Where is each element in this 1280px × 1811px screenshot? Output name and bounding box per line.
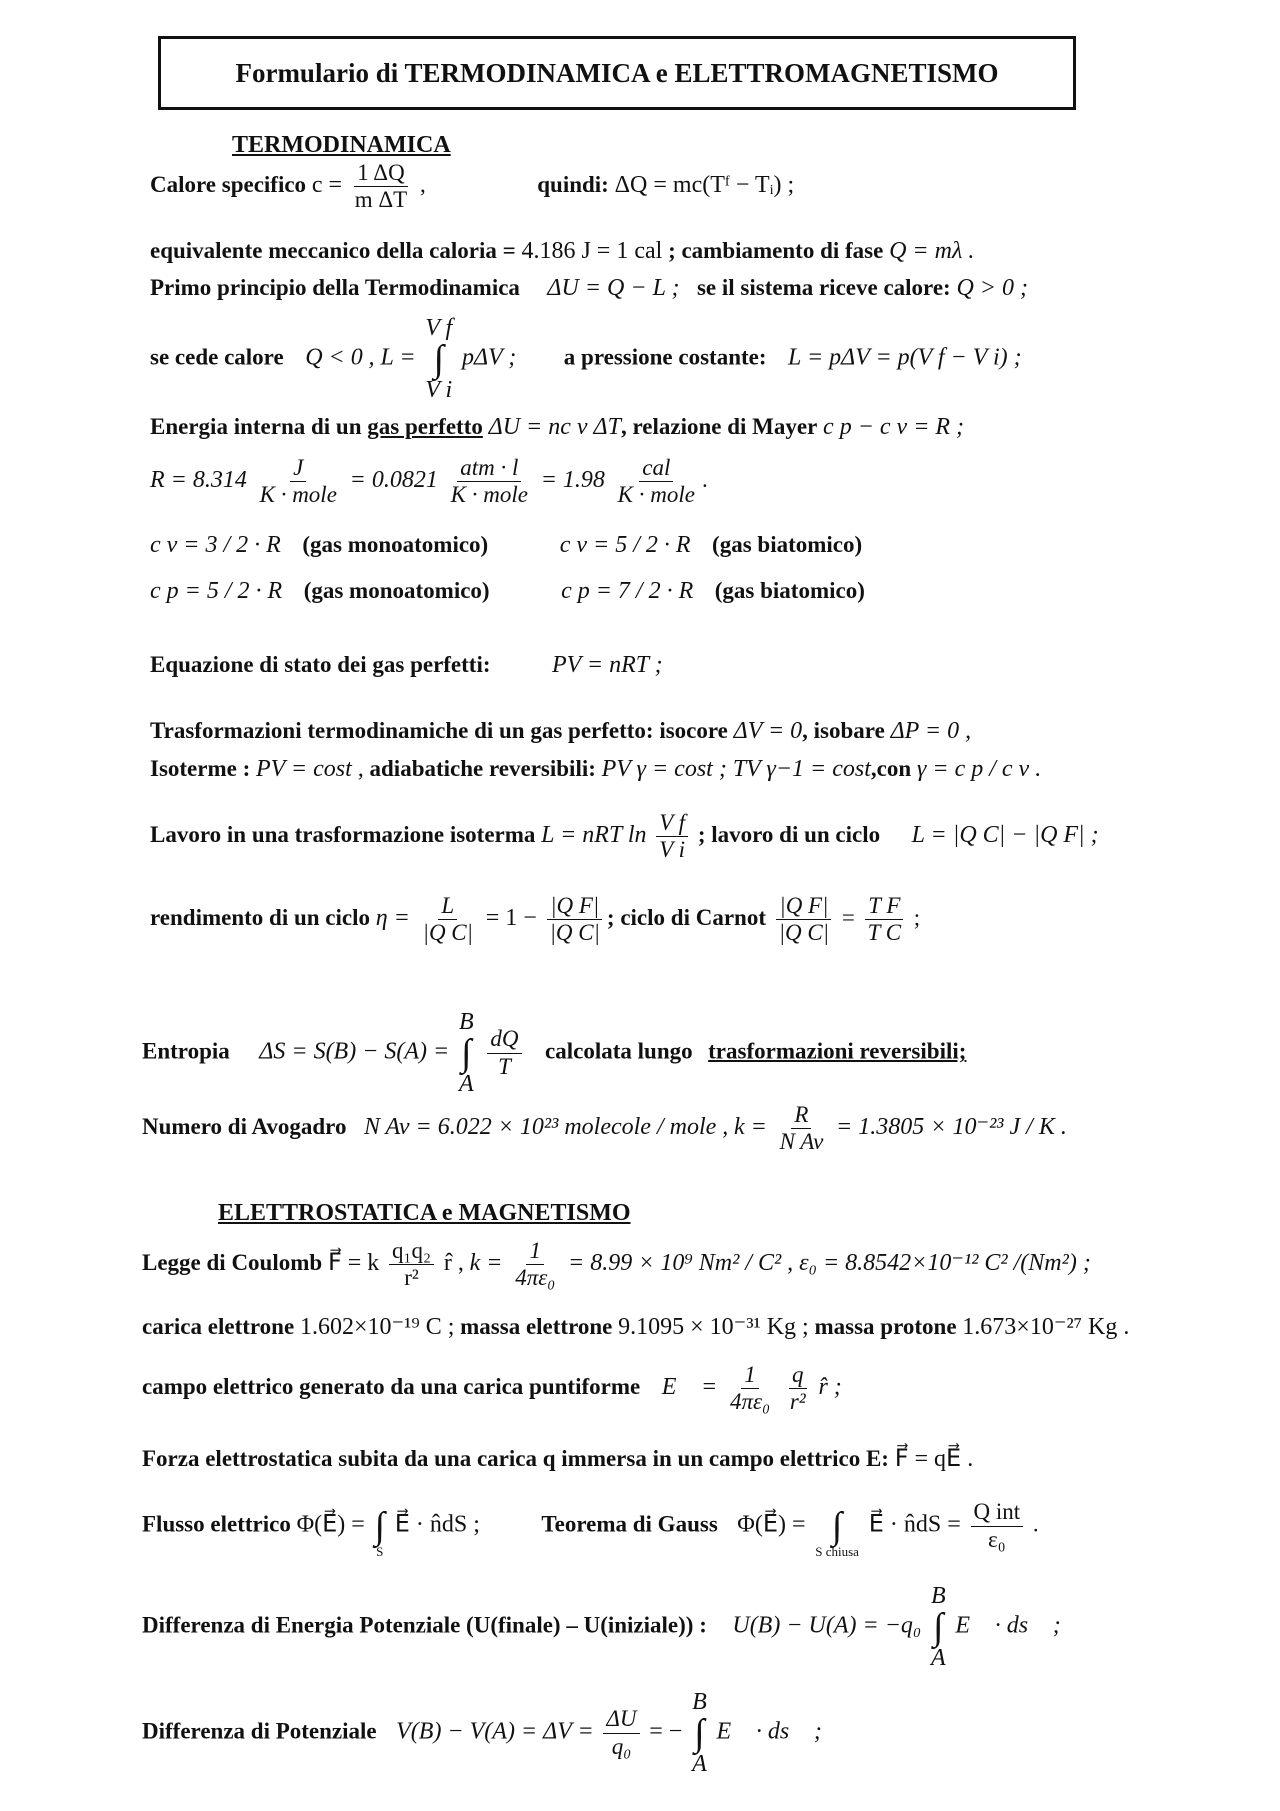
- integral-sign: B ∫ A: [692, 1689, 707, 1777]
- formula-internal-energy: Energia interna di un gas perfetto ΔU = nc v ΔT, relazione di Mayer c p − c v = R ;: [150, 414, 965, 440]
- formula-coulomb: Legge di Coulomb F⃗ = k $\frac{\text{q₁q₂}}{\text{r²}}$ r̂ , k = $\frac{1}{\text{4πε₀}}$ = 8.99 × 10⁹ Nm² / C² , ε₀ = 8.8542×10⁻¹² C² /(Nm²) ;: [142, 1238, 1091, 1291]
- integral-sign: V f ∫ V i: [425, 315, 453, 403]
- formula-avogadro: Numero di Avogadro N Av = 6.022 × 10²³ molecole / mole , k = $\frac{R}{\text{N Av}}$ = 1.3805 × 10⁻²³ J / K .: [142, 1102, 1067, 1155]
- fraction-entropy: $\frac{dQ}{T}$: [487, 1026, 521, 1080]
- document-title: [158, 36, 1076, 110]
- integral-sign: B ∫ A: [459, 1009, 474, 1097]
- formula-specific-heat: Calore specifico c = $\frac{1 \Delta Q}{\text{m ΔT}}$ , quindi: ΔQ = mc(Tᶠ − Tᵢ) ;: [150, 160, 795, 213]
- formula-electrostatic-force: Forza elettrostatica subita da una carica q immersa in un campo elettrico E: F⃗ = qE⃗ .: [142, 1446, 974, 1472]
- integral-sign: ∫ S chiusa: [815, 1505, 859, 1559]
- formula-state-equation: Equazione di stato dei gas perfetti: PV = nRT ;: [150, 652, 663, 678]
- section-heading-electromagnetism: ELETTROSTATICA e MAGNETISMO: [218, 1200, 631, 1226]
- fraction-efficiency-2: $\frac{\text{|Q F|}}{\text{|Q C|}}$: [547, 893, 603, 947]
- formula-work-integral: se cede calore Q < 0 , L = V f ∫ V i pΔV ; a pressione costante: L = pΔV = p(V f − V i) ;: [150, 315, 1022, 403]
- title-text: Formulario di TERMODINAMICA e ELETTROMAGNETISMO: [235, 57, 999, 88]
- formula-first-law: Primo principio della Termodinamica ΔU = Q − L ; se il sistema riceve calore: Q > 0 ;: [150, 275, 1028, 301]
- formula-gas-constant: R = 8.314 $\frac{J}{\text{K · mole}}$ = 0.0821 $\frac{\text{atm · l}}{\text{K · mole}}$ = 1.98 $\frac{\text{cal}}{\text{K · mole}}$ .: [150, 455, 708, 508]
- formula-transformations: Trasformazioni termodinamiche di un gas perfetto: isocore ΔV = 0, isobare ΔP = 0 ,: [150, 718, 972, 744]
- fraction-carnot-heat: $\frac{\text{|Q F|}}{\text{|Q C|}}$: [776, 893, 832, 947]
- fraction-boltzmann: $\frac{R}{\text{N Av}}$: [779, 1102, 824, 1155]
- fraction-carnot-temp: $\frac{\text{T F}}{\text{T C}}$: [865, 893, 904, 947]
- section-heading-thermodynamics: TERMODINAMICA: [232, 132, 451, 158]
- formula-particle-constants: carica elettrone 1.602×10⁻¹⁹ C ; massa elettrone 9.1095 × 10⁻³¹ Kg ; massa protone 1.673×10⁻²⁷ Kg .: [142, 1314, 1130, 1340]
- formula-cp: c p = 5 / 2 · R (gas monoatomico) c p = 7 / 2 · R (gas biatomico): [150, 578, 865, 604]
- fraction-r-atm: $\frac{\text{atm · l}}{\text{K · mole}}$: [450, 455, 528, 508]
- fraction-efficiency-1: $\frac{L}{\text{|Q C|}}$: [422, 893, 473, 946]
- fraction-coulomb: $\frac{\text{q₁q₂}}{\text{r²}}$: [389, 1238, 434, 1292]
- fraction-volume-ratio: $\frac{\text{V f}}{\text{V i}}$: [656, 810, 688, 864]
- formula-flux-gauss: Flusso elettrico Φ(E⃗) = ∫ S E⃗ · n̂dS ; Teorema di Gauss Φ(E⃗) = ∫ S chiusa E⃗ · n̂dS = $\frac{\text{Q int}}{\text{ε₀}}$ .: [142, 1494, 1039, 1558]
- formula-entropy: Entropia ΔS = S(B) − S(A) = B ∫ A $\frac{dQ}{T}$ calcolata lungo trasformazioni reversibili;: [142, 1009, 967, 1097]
- formula-efficiency: rendimento di un ciclo η = $\frac{L}{\text{|Q C|}}$ = 1 − $\frac{\text{|Q F|}}{\text{|Q C|}}$ ; ciclo di Carnot $\frac{\text{|Q F|}}{\text{|Q C|}}$ = $\frac{\text{T F}}{\text{T C}}$ ;: [150, 893, 921, 946]
- formula-point-charge-field: campo elettrico generato da una carica puntiforme E⃗ = $\frac{1}{\text{4πε₀}}$ $\frac{q}{\text{r²}}$ r̂ ;: [142, 1362, 842, 1415]
- fraction-gauss: $\frac{\text{Q int}}{\text{ε₀}}$: [971, 1499, 1024, 1553]
- formula-potential-energy: Differenza di Energia Potenziale (U(finale) – U(iniziale)) : U(B) − U(A) = −q₀ B ∫ A E⃗ · ds⃗ ;: [142, 1583, 1061, 1671]
- fraction-potential: $\frac{\Delta U}{\text{q₀}}$: [603, 1706, 639, 1760]
- integral-sign: B ∫ A: [931, 1583, 946, 1671]
- fraction-specific-heat: $\frac{1 \Delta Q}{\text{m ΔT}}$: [354, 160, 408, 213]
- formula-cv: c v = 3 / 2 · R (gas monoatomico) c v = 5 / 2 · R (gas biatomico): [150, 532, 863, 558]
- formula-isothermal-adiabatic: Isoterme : PV = cost , adiabatiche reversibili: PV γ = cost ; TV γ−1 = cost,con γ = c p / c v .: [150, 756, 1042, 782]
- fraction-r-joule: $\frac{J}{\text{K · mole}}$: [259, 455, 337, 508]
- formula-mechanical-equivalent: equivalente meccanico della caloria = 4.186 J = 1 cal ; cambiamento di fase Q = mλ .: [150, 238, 975, 264]
- integral-sign: ∫ S: [374, 1505, 385, 1559]
- fraction-field-charge: $\frac{q}{\text{r²}}$: [789, 1362, 806, 1415]
- fraction-coulomb-constant: $\frac{1}{\text{4πε₀}}$: [515, 1238, 556, 1291]
- formula-isothermal-work: Lavoro in una trasformazione isoterma L = nRT ln $\frac{\text{V f}}{\text{V i}}$ ; lavoro di un ciclo L = |Q C| − |Q F| ;: [150, 810, 1099, 863]
- fraction-field-constant: $\frac{1}{\text{4πε₀}}$: [730, 1362, 771, 1415]
- fraction-r-cal: $\frac{\text{cal}}{\text{K · mole}}$: [617, 455, 695, 508]
- formula-potential-difference: Differenza di Potenziale V(B) − V(A) = ΔV = $\frac{\Delta U}{\text{q₀}}$ = − B ∫ A E⃗ · ds⃗ ;: [142, 1689, 822, 1777]
